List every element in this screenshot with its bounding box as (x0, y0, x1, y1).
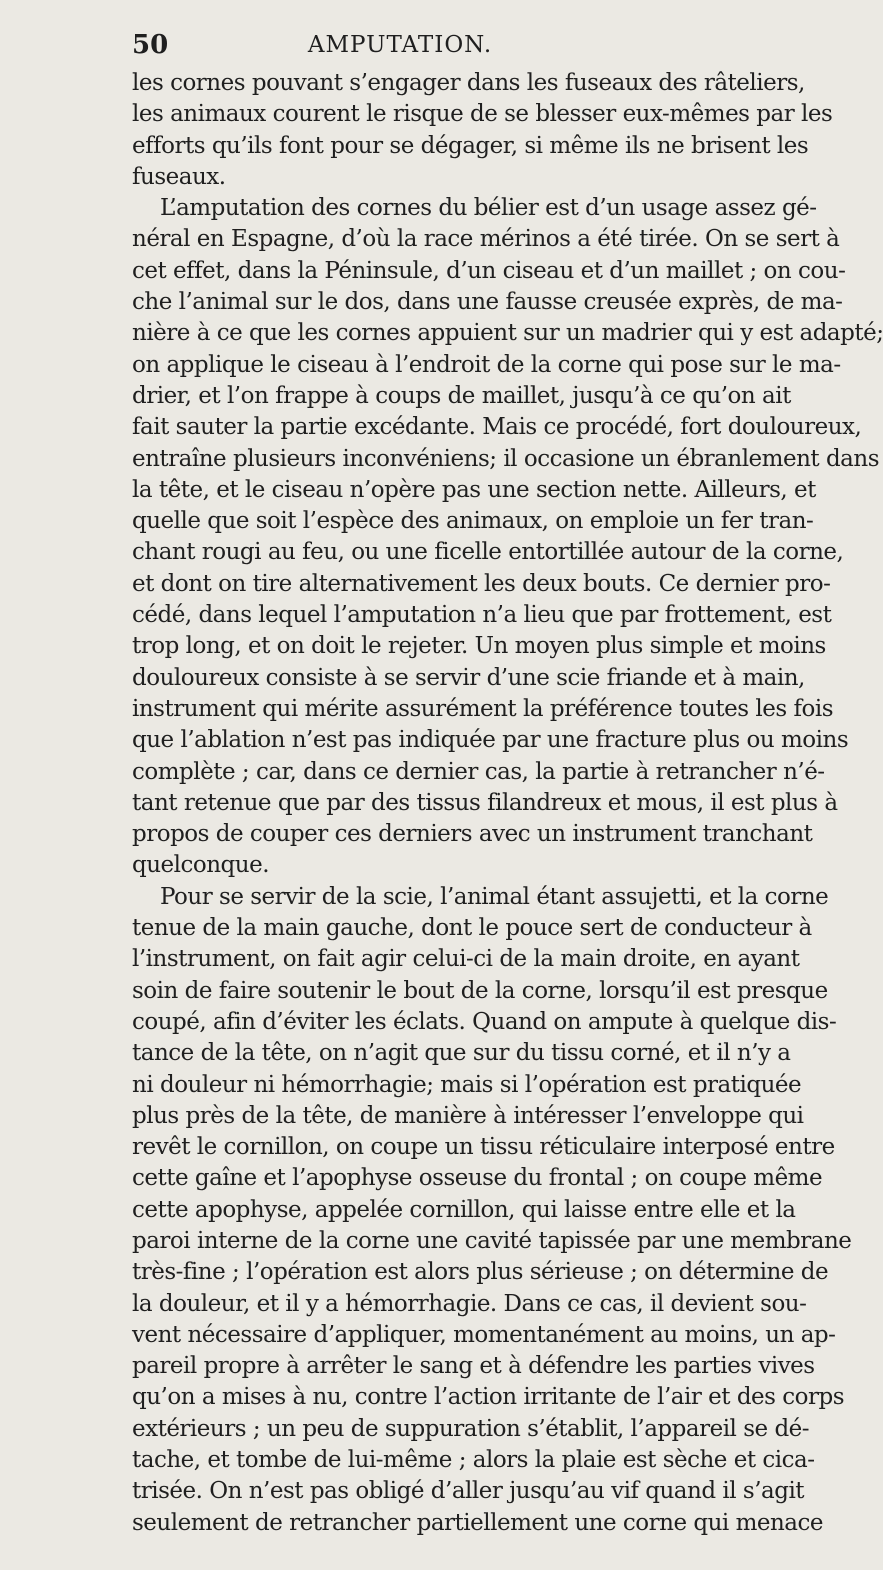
text-line: extérieurs ; un peu de suppuration s’établit, l’appareil se dé- (132, 1415, 810, 1442)
text-line: seulement de retrancher partiellement une corne qui menace (132, 1509, 824, 1536)
page-header (0, 30, 800, 70)
text-line: l’instrument, on fait agir celui-ci de la main droite, en ayant (132, 946, 800, 973)
text-line: chant rougi au feu, ou une ficelle entortillée autour de la corne, (132, 539, 844, 566)
text-line (132, 1539, 774, 1570)
text-line: plus près de la tête, de manière à intéresser l’enveloppe qui (132, 1102, 804, 1129)
text-line: les animaux courent le risque de se blesser eux-mêmes par les (132, 101, 833, 128)
text-line: revêt le cornillon, on coupe un tissu réticulaire interposé entre (132, 1134, 835, 1161)
text-line: tance de la tête, on n’agit que sur du tissu corné, et il n’y a (132, 1040, 791, 1067)
text-line: tache, et tombe de lui-même ; alors la plaie est sèche et cica- (132, 1447, 815, 1474)
text-line: propos de couper ces derniers avec un instrument tranchant (132, 821, 813, 848)
text-line: la douleur, et il y a hémorrhagie. Dans ce cas, il devient sou- (132, 1290, 807, 1317)
page-number: 50 (132, 30, 169, 60)
text-line: soin de faire soutenir le bout de la corne, lorsqu’il est presque (132, 977, 828, 1004)
text-line: cet effet, dans la Péninsule, d’un ciseau et d’un maillet ; on cou- (132, 257, 846, 284)
text-line: cette gaîne et l’apophyse osseuse du frontal ; on coupe même (132, 1165, 823, 1192)
text-line: et dont on tire alternativement les deux bouts. Ce dernier pro- (132, 570, 831, 597)
text-line: douloureux consiste à se servir d’une scie friande et à main, (132, 664, 805, 691)
text-line: cédé, dans lequel l’amputation n’a lieu que par frottement, est (132, 602, 832, 629)
text-line: entraîne plusieurs inconvéniens; il occasione un ébranlement dans (132, 445, 880, 472)
text-line: efforts qu’ils font pour se dégager, si même ils ne brisent les (132, 132, 809, 159)
text-line: tant retenue que par des tissus filandreux et mous, il est plus à (132, 789, 838, 816)
text-line: instrument qui mérite assurément la préférence toutes les fois (132, 695, 834, 722)
text-line: quelconque. (132, 852, 270, 879)
text-line: quelle que soit l’espèce des animaux, on emploie un fer tran- (132, 508, 814, 535)
text-line: ni douleur ni hémorrhagie; mais si l’opération est pratiquée (132, 1071, 802, 1098)
text-line: fuseaux. (132, 163, 226, 190)
text-line: que l’ablation n’est pas indiquée par une fracture plus ou moins (132, 727, 849, 754)
text-line: tenue de la main gauche, dont le pouce sert de conducteur à (132, 915, 812, 942)
text-line: coupé, afin d’éviter les éclats. Quand on ampute à quelque dis- (132, 1008, 837, 1035)
text-line: trop long, et on doit le rejeter. Un moyen plus simple et moins (132, 633, 826, 660)
text-line: vent nécessaire d’appliquer, momentanément au moins, un ap- (132, 1321, 836, 1348)
text-line: trisée. On n’est pas obligé d’aller jusqu’au vif quand il s’agit (132, 1478, 805, 1505)
text-line: la tête, et le ciseau n’opère pas une section nette. Ailleurs, et (132, 476, 816, 503)
text-line: complète ; car, dans ce dernier cas, la partie à retrancher n’é- (132, 758, 825, 785)
text-line: pareil propre à arrêter le sang et à défendre les parties vives (132, 1353, 815, 1380)
text-line: qu’on a mises à nu, contre l’action irritante de l’air et des corps (132, 1384, 845, 1411)
text-line: cette apophyse, appelée cornillon, qui laisse entre elle et la (132, 1196, 796, 1223)
body-text (132, 68, 883, 1570)
text-line: on applique le ciseau à l’endroit de la corne qui pose sur le ma- (132, 351, 841, 378)
text-line: fait sauter la partie excédante. Mais ce procédé, fort douloureux, (132, 414, 862, 441)
text-line: nière à ce que les cornes appuient sur un madrier qui y est adapté; (132, 320, 883, 347)
running-title: AMPUTATION. (307, 32, 493, 58)
text-line: très-fine ; l’opération est alors plus sérieuse ; on détermine de (132, 1259, 829, 1286)
text-line: les cornes pouvant s’engager dans les fuseaux des râteliers, (132, 70, 805, 96)
text-line: Pour se servir de la scie, l’animal étant assujetti, et la corne (160, 883, 829, 910)
text-line: drier, et l’on frappe à coups de maillet, jusqu’à ce qu’on ait (132, 382, 791, 409)
text-line: néral en Espagne, d’où la race mérinos a été tirée. On se sert à (132, 226, 840, 253)
text-line: che l’animal sur le dos, dans une fausse creusée exprès, de ma- (132, 289, 843, 316)
text-line: paroi interne de la corne une cavité tapissée par une membrane (132, 1227, 852, 1254)
text-line: L’amputation des cornes du bélier est d’un usage assez gé- (160, 195, 817, 222)
